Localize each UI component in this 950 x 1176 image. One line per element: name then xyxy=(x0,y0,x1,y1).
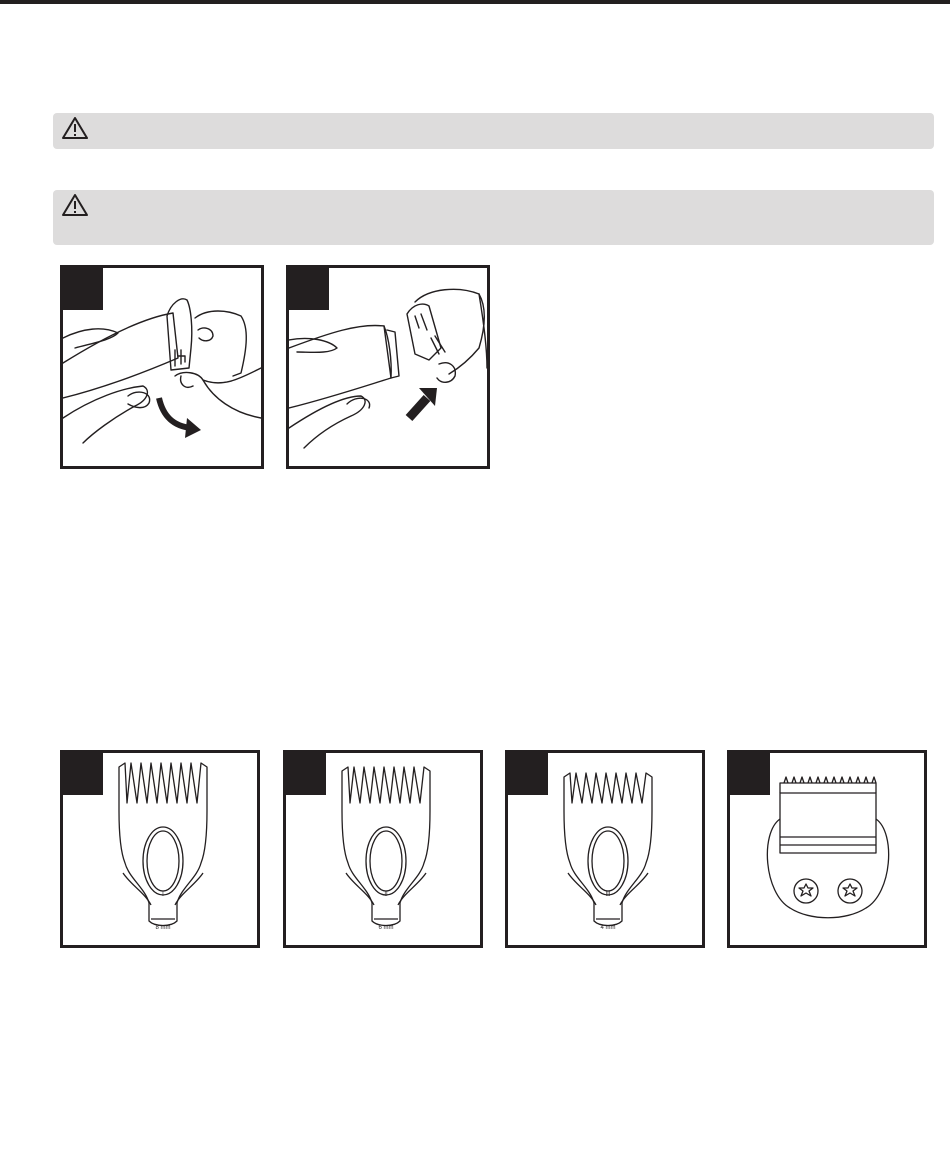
warning-triangle-icon xyxy=(61,116,89,140)
figure-remove-head-pull xyxy=(286,265,490,469)
warning-triangle-icon xyxy=(61,193,89,217)
guard-size-label: 4 mm xyxy=(600,925,616,931)
figure-comb-guard-8mm xyxy=(60,750,260,948)
figure-blade-head xyxy=(727,750,927,948)
warning-bar-2 xyxy=(53,190,934,245)
guard-marking: II xyxy=(384,892,388,898)
figure-comb-guard-6mm xyxy=(283,750,483,948)
figure-comb-guard-4mm xyxy=(505,750,705,948)
figure-number-badge xyxy=(286,753,326,795)
warning-bar-1 xyxy=(53,113,934,149)
top-rule xyxy=(0,0,950,4)
figure-number-badge xyxy=(508,753,548,795)
figure-number-badge xyxy=(63,268,103,310)
guard-size-label: 8 mm xyxy=(155,925,171,931)
guard-marking: I xyxy=(162,892,164,898)
guard-size-label: 6 mm xyxy=(378,925,394,931)
guard-marking: III xyxy=(605,892,611,898)
figure-number-badge xyxy=(63,753,103,795)
figure-number-badge xyxy=(730,753,770,795)
figure-number-badge xyxy=(289,268,329,310)
figure-remove-head-rotate xyxy=(60,265,264,469)
